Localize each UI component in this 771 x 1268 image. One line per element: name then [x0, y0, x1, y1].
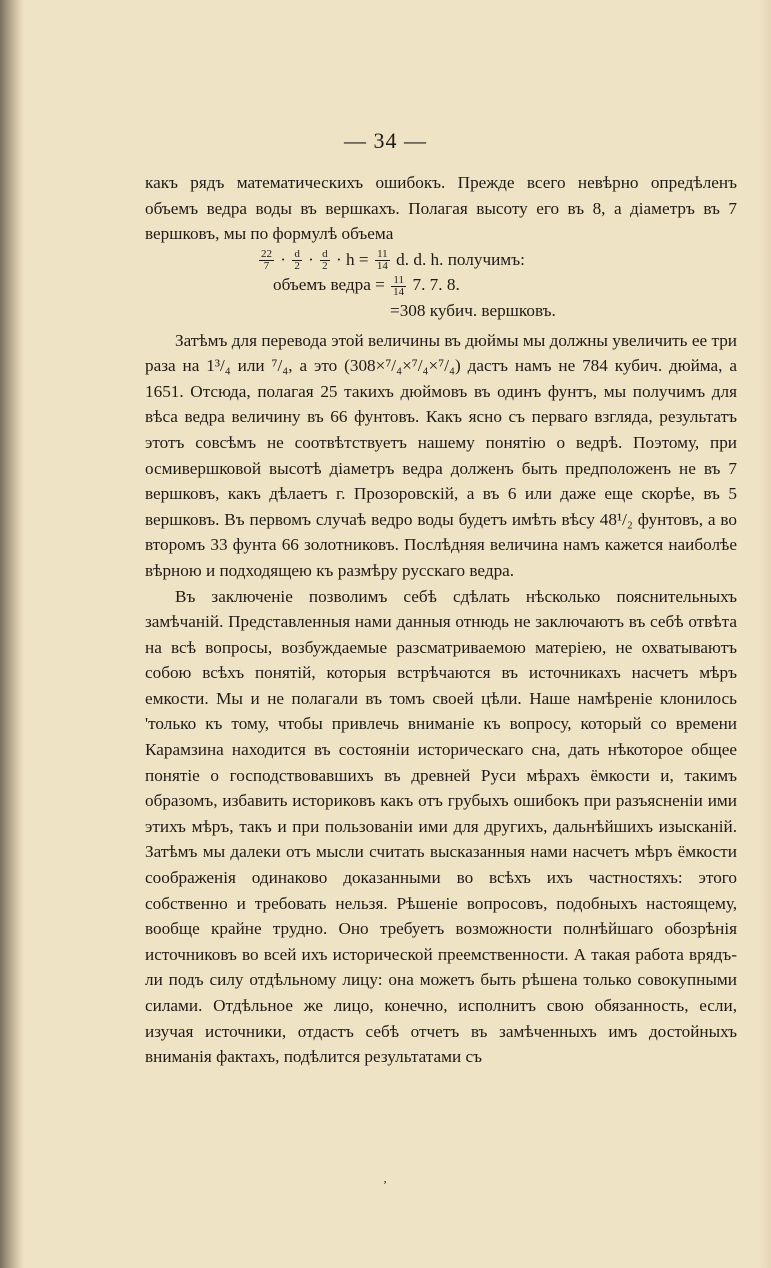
- fraction: $\frac{11}{14}$: [393, 273, 405, 298]
- paragraph-3: Въ заключеніе позволимъ себѣ сдѣлать нѣсколько пояснительныхъ замѣчаній. Представленныя нами данныя отнюдь не заключаютъ въ себѣ отвѣта на всѣ вопросы, возбуждаемые разсматриваемою матеріею, не охватываютъ собою всѣхъ понятій, которыя встрѣчаются въ источникахъ насчетъ мѣръ емкости. Мы и не полагали въ томъ своей цѣли. Наше намѣреніе клонилось 'только къ тому, чтобы привлечь вниманіе къ вопросу, который со времени Карамзина находится въ состояніи историческаго сна, дать нѣкоторое общее понятіе о господствовавшихъ въ древней Руси мѣрахъ ёмкости и, такимъ образомъ, избавить историковъ какъ отъ грубыхъ ошибокъ при разъясненіи ими этихъ мѣръ, такъ и при пользованіи ими для другихъ, дальнѣйшихъ изысканій. Затѣмъ мы далеки отъ мысли считать высказанныя нами насчетъ мѣръ ёмкости соображенія одинаково доказанными во всѣхъ ихъ частностяхъ: этого собственно и требовать нельзя. Рѣшеніе вопросовъ, подобныхъ настоящему, вообще крайне трудно. Оно требуетъ возможности полнѣйшаго обозрѣнія источниковъ во всей ихъ исторической преемственности. А такая работа врядъ-ли подъ силу отдѣльному лицу: она можетъ быть рѣшена только совокупными силами. Отдѣльное же лицо, конечно, исполнитъ свою обязанность, если, изучая источники, отдастъ себѣ отчетъ въ замѣченныхъ имъ достойныхъ вниманія фактахъ, подѣлится результатами съ: [145, 586, 737, 1067]
- book-spine-shadow: [0, 0, 24, 1268]
- formula-lead: объемъ ведра =: [273, 275, 385, 295]
- formula-tail: d. d. h. получимъ:: [396, 249, 525, 269]
- fraction: $\frac{22}{7}$: [261, 248, 272, 273]
- page-edge: [759, 0, 771, 1268]
- page-number: — 34 —: [344, 128, 427, 153]
- fraction: $\frac{11}{14}$: [376, 248, 388, 273]
- formula-h: h =: [345, 249, 369, 269]
- formula-result: =308 кубич. вершковъ.: [390, 300, 556, 320]
- formula-bucket-volume: [145, 272, 737, 298]
- formula-tail: 7. 7. 8.: [412, 275, 460, 295]
- formula-volume: $\frac{22}{7}$ · $\frac{d}{2}$ · $\frac{d}{2}$ · h = $\frac{11}{14}$ d. d. h. получимъ:: [261, 248, 525, 273]
- paragraph-2: Затѣмъ для перевода этой величины въ дюймы мы должны увеличить ее три раза на 1³/₄ или ⁷/₄, а это (308×⁷/₄×⁷/₄×⁷/₄) дастъ намъ не 784 кубич. дюйма, а 1651. Отсюда, полагая 25 такихъ дюймовъ въ одинъ фунтъ, мы получимъ для вѣса ведра величину въ 66 фунтовъ. Какъ ясно съ перваго взгляда, результатъ этотъ совсѣмъ не соотвѣтствуетъ нашему понятію о ведрѣ. Поэтому, при осмивершковой высотѣ діаметръ ведра долженъ быть предположенъ не въ 7 вершковъ, какъ дѣлаетъ г. Прозоровскій, а въ 6 или даже еще скорѣе, въ 5 вершковъ. Въ первомъ случаѣ ведро воды будетъ имѣть вѣсу 48¹/₂ фунтовъ, а во второмъ 33 фунта 66 золотниковъ. Послѣдняя величина намъ кажется наиболѣе вѣрною и подходящею къ размѣру русскаго ведра.: [145, 330, 737, 580]
- paragraph-1: какъ рядъ математическихъ ошибокъ. Прежде всего невѣрно опредѣленъ объемъ ведра воды въ вершкахъ. Полагая высоту его въ 8, а діаметръ въ 7 вершковъ, мы по формулѣ объема: [145, 173, 737, 244]
- page-body: [145, 170, 737, 1070]
- fraction: $\frac{d}{2}$: [294, 248, 300, 273]
- fraction: $\frac{d}{2}$: [322, 248, 328, 273]
- print-mark: ʼ: [383, 1178, 387, 1192]
